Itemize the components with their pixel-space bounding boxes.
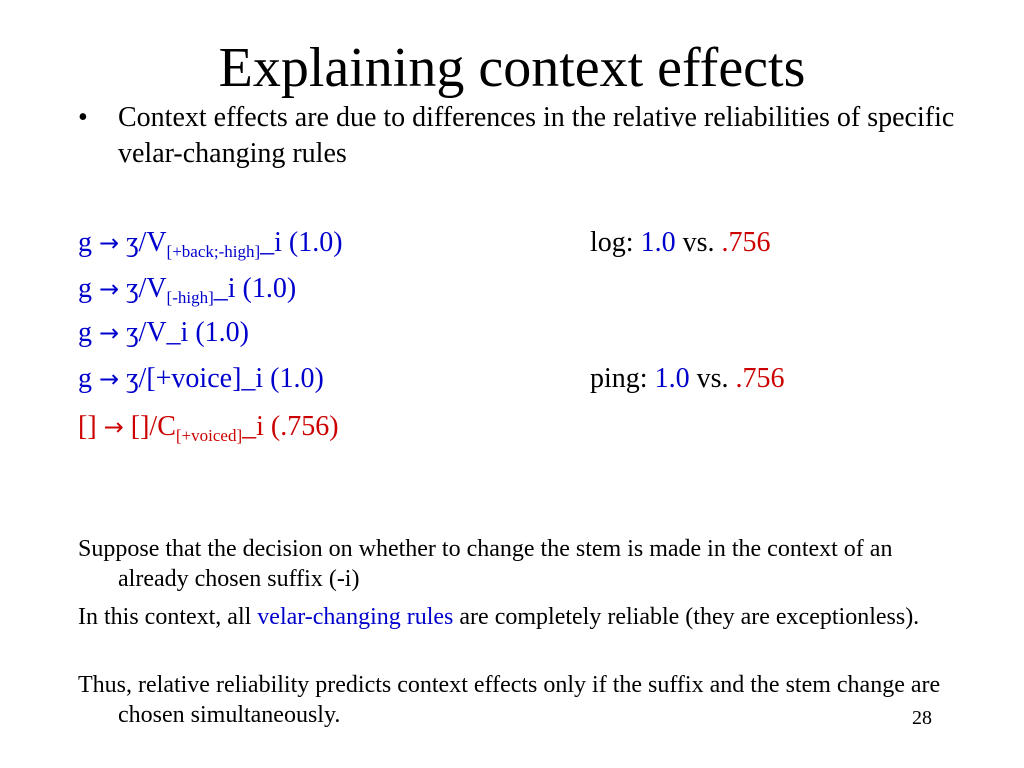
arrow-icon: → — [99, 319, 120, 347]
paragraph — [78, 602, 958, 632]
rule-subscript: [-high] — [166, 288, 214, 307]
comparison-value-a: 1.0 — [640, 227, 676, 258]
rule-lhs: g — [78, 227, 92, 258]
paragraph-text: Suppose that the decision on whether to change the stem is made in the context of an already chosen suffix (-i) — [78, 536, 893, 592]
bullet-item — [78, 100, 978, 172]
paragraph-pre: In this context, all — [78, 604, 252, 630]
comparison-value-a: 1.0 — [654, 363, 690, 394]
rule-rhs: ʒ/V_i (1.0) — [126, 317, 249, 348]
rule-tail: _i (1.0) — [260, 227, 343, 258]
rule-lhs: [] — [78, 411, 97, 442]
comparison-log — [590, 226, 770, 260]
rule-line — [78, 362, 324, 396]
comparison-word: ping: — [590, 363, 648, 394]
rule-line — [78, 226, 343, 260]
rule-lhs: g — [78, 317, 92, 348]
comparison-vs: vs. — [696, 363, 729, 394]
rule-rhs: ʒ/[+voice]_i (1.0) — [126, 363, 324, 394]
rule-lhs: g — [78, 273, 92, 304]
arrow-icon: → — [103, 413, 124, 441]
comparison-vs: vs. — [682, 227, 715, 258]
rule-rhs: []/C — [130, 411, 176, 442]
paragraph — [78, 534, 958, 594]
comparison-value-b: .756 — [721, 227, 771, 258]
rule-subscript: [+voiced] — [175, 426, 243, 445]
paragraph-text: Thus, relative reliability predicts context effects only if the suffix and the stem change are chosen simultaneously. — [78, 672, 941, 728]
page-number: 28 — [912, 707, 932, 729]
paragraph-post: are completely reliable (they are exceptionless). — [459, 604, 920, 630]
comparison-ping — [590, 362, 784, 396]
rule-line — [78, 410, 339, 444]
rule-subscript: [+back;-high] — [166, 242, 261, 261]
rule-line — [78, 272, 296, 306]
paragraph — [78, 670, 958, 730]
highlight-text: velar-changing rules — [257, 604, 454, 630]
rule-tail: _i (1.0) — [213, 273, 297, 304]
rule-lhs: g — [78, 363, 92, 394]
comparison-value-b: .756 — [735, 363, 785, 394]
rule-line — [78, 316, 249, 350]
arrow-icon: → — [99, 229, 120, 257]
comparison-word: log: — [590, 227, 634, 258]
paragraph-text — [78, 602, 958, 632]
slide-title: Explaining context effects — [218, 37, 806, 99]
rule-tail: _i (.756) — [242, 411, 339, 442]
arrow-icon: → — [99, 275, 120, 303]
rule-rhs: ʒ/V — [126, 273, 167, 304]
bullet-marker: • — [78, 102, 88, 133]
bullet-text: Context effects are due to differences in the relative reliabilities of specific velar-changing rules — [118, 102, 955, 169]
rule-rhs: ʒ/V — [126, 227, 167, 258]
arrow-icon: → — [99, 365, 120, 393]
